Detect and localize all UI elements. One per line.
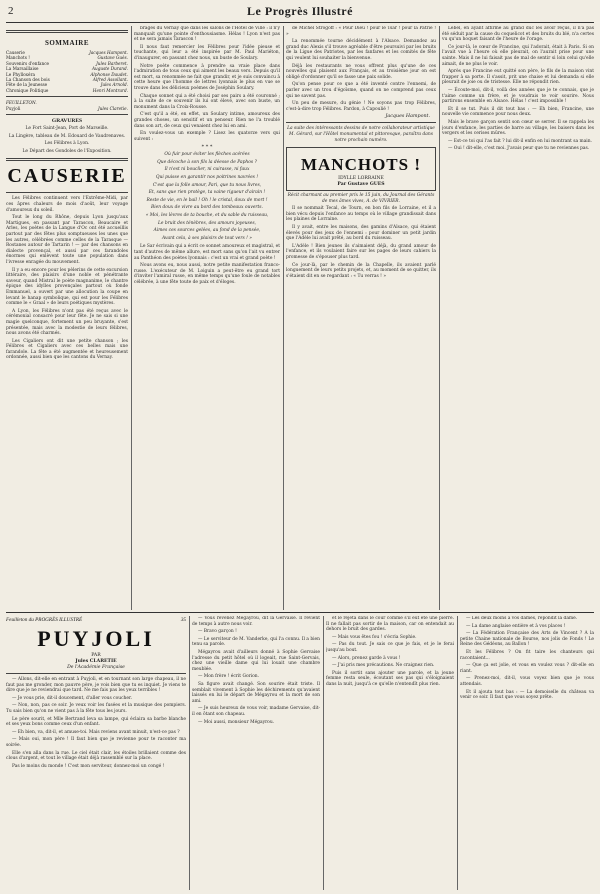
paragraph: Il y avait, entre les maisons, des gamins d'Alsace, qui étaient élevés pour des jeux de l'ennemi : pour dominer un petit jardin que l'Adèle lui avait prêté, au bord du ruisseau.: [286, 225, 436, 242]
paragraph: — Prenez-moi, dit-il, vous voyez bien que je vous attendais.: [460, 676, 594, 687]
paragraph: de Michel Strogoff : « Pour Dieu ! pour le Tsar ! pour la Patrie ! »: [286, 26, 436, 37]
paragraph: Le bruit des ténèbres, des amours joyeuses,: [157, 220, 257, 226]
feuilleton-author: Jules CLARETIE: [75, 659, 117, 664]
manchots-title: MANCHOTS !: [300, 155, 422, 175]
divider: [6, 192, 128, 193]
paragraph: Mais le brave garçon sentit son cœur se serrer. Il se rappela les jours d'enfance, les parties de barre au village, les baisers dans les vergers et les cerises mûres.: [442, 119, 594, 137]
sommaire-row: Causerie Jacques Hampont.: [6, 50, 128, 55]
paragraph: L'Adèle ! Bien jeunes ils s'aimaient déjà, du grand amour de l'enfance, et ils voulaient faire sur les pages de leurs cahiers la promesse de s'épouser plus tard.: [286, 243, 436, 261]
column-rule: [189, 616, 190, 890]
page-header: [6, 4, 594, 23]
paragraph: Et il se tut. Puis il dit tout bas : — Eh bien, Francine, une nouvelle vie commence pour nous deux.: [442, 106, 594, 118]
paragraph: Le Sar écrivain qui a écrit ce sonnet amoureux et magistral, et tant d'autres de même allure, est mort sans qu'on l'ait vu entrer au Panthéon des poètes lyonnais : c'est un vrai et grand poète !: [134, 244, 280, 261]
column-rule: [283, 26, 284, 610]
feuilleton-column-1: [6, 616, 186, 890]
feuilleton-column-3: [326, 616, 454, 890]
column-rule: [457, 616, 458, 890]
paragraph: — Mais vous êtes fou ! s'écria Sophie.: [332, 634, 417, 640]
upper-section: [6, 26, 594, 610]
paragraph: — Allons, dit-elle en entrant à Puyjoli, et en tournant son large chapeau, il ne faut pas me gronder, mon pauvre père, je vois bien que tu es inquiet. Je viens te dire que je ne reviendrai que tard. Ne me fais pas les yeux terribles !: [6, 677, 186, 694]
paragraph: Reste de vie, en le bail ! Oh ! le cristal, doux de mort !: [146, 197, 268, 203]
paragraph: — Mon frère ! écrit Gorion.: [198, 674, 259, 680]
paragraph: Qu'on pense pour ce que a été inventé contre l'ennemi, de parler avec un trou d'égoïsme, quand on ne comprend pas ceux qui ne savent pas.: [286, 82, 436, 99]
column-3-body: [286, 26, 436, 112]
journal-title: Le Progrès Illustré: [247, 4, 353, 18]
manchots-heading: [286, 147, 436, 191]
paragraph: — Moi aussi, monsieur Mégayrou.: [198, 719, 275, 725]
sommaire-row: La Marsaillaise Auguste Durand.: [6, 66, 128, 72]
paragraph: Puis il sortit sans ajouter une parole, et la jeune femme resta seule, écoutant ses pas qui s'éloignaient dans la nuit, jusqu'à ce qu'elle n'entendît plus rien.: [326, 670, 454, 687]
feuilleton-label-row: [6, 617, 186, 623]
paragraph: et le rejeta dans le cour comme s'il eût été une pierre. Il ne fallait pas sortir de la maison, car on entendait au dehors le bruit des gardes.: [326, 616, 454, 633]
paragraph: Et il ajouta tout bas : — La demoiselle du château va venir ce soir. Il faut que vous soyez prête.: [460, 689, 594, 701]
column-rule: [439, 26, 440, 610]
column-4: [442, 26, 594, 610]
notice: La suite des intéressants dessins de notre collaborateur artistique M. Gérard, sur l'Hôtel monumental et pittoresque, paraîtra dans notre prochain numéro.: [287, 126, 435, 143]
paragraph: — La dame anglaise entière et à vos places !: [466, 623, 566, 629]
paragraph: Tout le long du Rhône, depuis Lyon jusqu'aux Martigues, en passant par Tarascon, Beaucaire et Arles, les poètes de la Langue d'Oc ont été accueillis partout par des fêtes plus somptueuses les unes que les autres, célébrées comme celles de la Tarasque — Rostanes autour de Tartarin ! — par des chansons en dialecte provençal, et aussi par ces farandoles énormes qui enlèvent toute une population dans l'ivresse enragée du mouvement.: [6, 215, 128, 265]
causerie-signature: Jacques Hampont.: [385, 114, 430, 120]
sommaire-row: Chronique Politique Henri Montrard.: [6, 87, 128, 93]
paragraph: Le père sourit, et Mlle Bertrand leva sa lampe, qui éclaira sa barbe blanche et ses yeux bons comme ceux d'un enfant.: [6, 716, 186, 728]
paragraph: — Je suis heureux de vous voir, madame Gervaise, dit-il en ôtant son chapeau.: [192, 706, 320, 717]
paragraph: C'est que la folle amour, Pari, que tu nous livres,: [152, 182, 262, 188]
paragraph: Aimes ces sources gelées, au fond de la pensée,: [153, 228, 261, 234]
feuilleton-row: Puyjoli Jules Claretie.: [6, 105, 128, 111]
gravures-list: [6, 126, 128, 154]
column-2-body: [134, 26, 280, 142]
paragraph: — J'ai pris mes précautions. Ne craignez rien.: [332, 663, 435, 669]
paragraph: Et, sans que rien protège, ta vaine rigueur d'airain !: [148, 190, 266, 196]
paragraph: Lebel, en ayant affirmé au grand duc les avoir reçus, il n'a pas été séduit par la cause du coquelicot et des bruits du blé, n'a certes vu qu'un hoquet faisant de l'heure de l'orage.: [442, 26, 594, 43]
divider: [6, 30, 128, 33]
paragraph: Le Fort Saint-Jean, Port de Marseille.: [25, 126, 109, 132]
paragraph: Nous avons eu, nous aussi, notre petite manifestation franco-russe. L'exécuteur de M. Loiguin a peut-être eu grand tort d'inviter l'amiral russe, en même temps qu'une foule de notables célébrée, à une fête toute de paix et d'éloges.: [134, 263, 280, 285]
paragraph: Où fuir pour éviter les flèches acérées: [164, 152, 250, 158]
feuilleton-body-3: [326, 616, 454, 688]
paragraph: — Oui ! dit-elle, c'est moi. J'avais peur que tu ne reviennes pas.: [448, 146, 590, 152]
paragraph: — Alors, prenez garde à vous !: [332, 655, 401, 661]
paragraph: Et les Félibres ? On fit taire les chanteurs qui racontaient...: [460, 649, 594, 661]
column-2-body-b: [134, 244, 280, 285]
paragraph: Pas le moins du monde ! C'est mon serviteur, donnez-moi un congé !: [12, 763, 165, 769]
divider: [6, 114, 128, 115]
manchots-body: [286, 206, 436, 279]
paragraph: Avant cela, à ses plaisirs de tout vers ! »: [162, 235, 252, 241]
sommaire-row: Manchots ! Gustave Guès.: [6, 55, 128, 61]
divider: [6, 673, 186, 674]
divider: [6, 96, 128, 97]
paragraph: — Pas du tout. Je sais ce que je fais, et je le ferai jusqu'au bout.: [326, 642, 454, 653]
paragraph: Que décoche à son fils la déesse de Paphos ?: [157, 159, 257, 165]
paragraph: Déjà les restaurants ne vous offrent plus qu'une de ces nouvelles qui plaisent aux Français, et au troisième jour on est obligé d'ordonner qu'il se fasse une paix solide.: [286, 63, 436, 80]
gravures-title: GRAVURES: [51, 118, 83, 125]
feuilleton-body-1: [6, 677, 186, 769]
paragraph: En voulez-vous un exemple ? Lisez les quatorze vers qui suivent :: [134, 131, 280, 142]
page-number: 2: [8, 5, 14, 17]
paragraph: La renommée tourne décidément à l'Alsace. Demandez au grand duc Alexis s'il trouve agréable d'être poursuivi par les bruits de la Ligue des Patriotes, par les fanfares et les comités de fête qui veulent lui souhaiter la bienvenue.: [286, 39, 436, 61]
paragraph: Bien doux de vivre au bord des tombeaux ouverts.: [151, 205, 263, 211]
feuilleton-label: Feuilleton du PROGRÈS ILLUSTRÉ: [6, 617, 83, 623]
sonnet-stanza: [134, 213, 280, 241]
paragraph: — Non, non, pas ce soir. Je veux voir les fusées et la musique des pompiers. Tu sais bien qu'on ne vient pas à la fête tous les jours.: [6, 703, 186, 714]
column-2: brages du Vernay que dans les salons de l'Hôtel de Ville : il n'y manquait qu'une pointe d'enthousiasme. Hélas ! Lyon n'est pas et ne sera jamais Tarascon ! Il nous faut remercier les Félibres pour l'idée pieuse et touchante, qui leur a été inspirée par M. Paul Mariéton, d'inaugurer, en passant chez nous, un buste de Soulary. Notre poète commence à prendre sa vraie place dans l'admiration de tous ceux qui aiment les beaux vers. Depuis qu'il est mort, sa renommée ne fait que grandir, et je suis convaincu à cette heure que l'homme de lettres lyonnais le plus en vue se trouve dans les délicieux poèmes de Joséphin Soulary. Chaque sonnet qui a été choisi par ses pairs a été couronné ; à la suite de ce souvenir ils lui ont élevé, avec son buste, un monument dans la Croix-Rousse. C'est qu'il a été, en effet, un Soulary intime, amoureux des grandes choses, un sensitif et un penseur. Rien ne l'a troublé dans son art, de ceux qui venaient chez lui en ami. En voulez-vous un exemple ? Lisez les quatorze vers qui suivent : * * * Où fuir pour éviter les flèches acérées Que décoche à son fils la déesse de Paphos ? Il n'est ni bouclier, ni cuirasse, ni faux Qui puisse en garantir nos poitrines navrées ! C'est que la folle amour, Pari, que tu nous livres, Et, sans que rien protège, ta vaine rigueur d'airain ! Reste de vie, en le bail ! Oh ! le cristal, doux de mort ! Bien doux de vivre au bord des tombeaux ouverts. « Moi, les lèvres de ta bouche, et du sable du ruisseau, Le bruit des ténèbres, des amours joyeuses, Aimes ces sources gelées, au fond de la pensée, Avant cela, à ses plaisirs de tout vers ! » Le Sar écrivain qui a écrit ce sonnet amoureux et magistral, et tant d'autres de même allure, est mort sans qu'on l'ait vu entrer au Panthéon des poètes lyonnais : c'est un vrai et grand poète ! Nous avons eu, nous aussi, notre petite manifestation franco-russe. L'exécuteur de M. Loiguin a peut-être eu grand tort d'inviter l'amiral russe, en même temps qu'une foule de notables célébrée, à une fête toute de paix et d'éloges.: [134, 26, 280, 285]
feuilleton-title: PUYJOLI: [37, 626, 155, 651]
paragraph: Il y a eu encore pour les pèlerins de cette excursion littéraire, des plaisirs d'une noble et pénétrante saveur, quand Mistral le poète magnanime, le chantre épique des idylles provençales partout où fonde Emmanuel, a ouvert par une allocution la coupe en levant le hanap symbolique, qui est pour les Félibres comme le « Graal » de leurs poétiques mystères.: [6, 267, 128, 307]
sommaire-row: Souvenirs d'enfance Jules Barberet.: [6, 60, 128, 66]
feuilleton-body-2: [192, 616, 320, 725]
paragraph: — Bravo garçon !: [198, 629, 237, 635]
paragraph: Les Fêlibres à Lyon.: [44, 141, 90, 147]
paragraph: — Les deux moins à vos dames, répondit la dame.: [466, 616, 578, 621]
feuilleton-body-4: [460, 616, 594, 701]
feuilleton-number: 35: [180, 617, 186, 623]
column-3: [286, 26, 436, 610]
paragraph: Il se nommait Tecal, de Tourn, en bon fils de Lorraine, et il a bien vécu depuis l'enfance au temps où le village grandissait dans les plaines de Lorraine.: [286, 206, 436, 223]
paragraph: Après que Francine eut quitté son père, le fils de la maison vint frapper à sa porte. Il s'assit, prit une chaise et lui demanda si elle pleurait de joie ou de tristesse. Elle ne répondit rien.: [442, 69, 594, 86]
paragraph: Chaque sonnet qui a été choisi par ses pairs a été couronné ; à la suite de ce souvenir ils lui ont élevé, avec son buste, un monument dans la Croix-Rousse.: [134, 93, 280, 110]
paragraph: — Je vous prie, dit-il doucement, d'aller vous coucher.: [12, 695, 132, 701]
paragraph: — Mais oui, mon père ! Il faut bien que je revienne pour te raconter ma soirée.: [6, 737, 186, 748]
paragraph: Ce jour-là, par le chemin de la Chapelle, ils avaient parlé longuement de leurs petits projets, et, au moment de se quitter, ils s'étaient dit en se regardant : « Tu verras ! »: [286, 262, 436, 279]
feuilleton-column-2: [192, 616, 320, 890]
paragraph: — Que ça est jolie, et vous en voulez vous ? dit-elle en riant.: [460, 663, 594, 674]
feuilleton-section: [6, 616, 594, 890]
divider: [6, 158, 128, 161]
paragraph: — Le serviteur de M. Vanderke, qui l'a connu. Il a bien tenu sa parole.: [192, 636, 320, 648]
paragraph: La Lingère, tableau de M. Edouard de Vaudrenaves.: [8, 133, 126, 139]
manchots-author: Par Gustave GUES: [337, 182, 385, 188]
sommaire-row: Fête de la Jeunesse Jules Arnold.: [6, 82, 128, 88]
feuilleton-label: FEUILLETON.: [6, 100, 37, 106]
feuilleton-par: PAR: [91, 653, 101, 658]
paragraph: Mégayrou avait d'ailleurs donné à Sophie Gervaise l'adresse du petit hôtel où il logeait, rue Saint-Gervais, chez une vieille dame qui lui louait une chambre meublée.: [192, 649, 320, 672]
paragraph: Qui puisse en garantir nos poitrines navrées !: [155, 175, 259, 181]
feuilleton-affiliation: De l'Académie Française: [67, 665, 125, 670]
divider: [286, 122, 436, 123]
column-sommaire-causerie: [6, 26, 128, 610]
manchots-subtitle: IDYLLE LORRAINE: [338, 176, 384, 182]
causerie-title: CAUSERIE: [7, 165, 127, 188]
feuilleton-column-4: [460, 616, 594, 890]
paragraph: — Écoute-moi, dit-il, voilà des années que je te connais, que je t'aime comme un frère, et je voudrais te voir sourire. Nous partirons ensemble en Alsace. Hélas ! c'est impossible !: [442, 87, 594, 105]
column-rule: [323, 616, 324, 890]
paragraph: — Vous revenez Mégayrou, dit la Gervaise. Il revient de temps à autre nous voir.: [192, 616, 320, 627]
paragraph: — Eh bien, va, dit-il, et amuse-toi. Mais reviens avant minuit, n'est-ce pas ?: [12, 729, 180, 735]
paragraph: Notre poète commence à prendre sa vraie place dans l'admiration de tous ceux qui aiment les beaux vers. Depuis qu'il est mort, sa renommée ne fait que grandir, et je suis convaincu à cette heure que l'homme de lettres lyonnais le plus en vue se trouve dans les délicieux poèmes de Joséphin Soulary.: [134, 63, 280, 91]
paragraph: « Moi, les lèvres de ta bouche, et du sable du ruisseau,: [145, 213, 269, 219]
paragraph: Les Félibres continuent vers l'Extrême-Midi, par ces âpres chaleurs de mois d'août, leur voyage d'amoureux du soleil.: [6, 196, 128, 213]
paragraph: — Est-ce toi qui l'as fait ? lui dit-il enfin en lui montrant sa main.: [448, 138, 592, 144]
causerie-body: [6, 196, 128, 361]
paragraph: Sa figure avait changé. Son sourire était triste. Il semblait vivement à Sophie les déchirements qu'avaient laissés en lui le départ de Mégayrou et la mort de son ami.: [192, 681, 320, 704]
column-4-body: [442, 26, 594, 152]
paragraph: Elle s'en alla dans la rue. Le ciel était clair, les étoiles brillaient comme des clous d'argent, et tout le village était déjà rassemblé sur la place.: [6, 750, 186, 762]
paragraph: Ce jour-là, le cœur de Francine, qui l'adorait, était à Paris. Si on l'avait vue à l'heure où elle pleurait, on l'aurait prise pour une sainte. Mais il ne lui faisait pas de mal de sentir si loin celui qu'elle aimait, de ne plus le voir.: [442, 44, 594, 67]
paragraph: Il n'est ni bouclier, ni cuirasse, ni faux: [164, 167, 250, 173]
paragraph: C'est qu'il a été, en effet, un Soulary intime, amoureux des grandes choses, un sensitif et un penseur. Rien ne l'a troublé dans son art, de ceux qui venaient chez lui en ami.: [134, 112, 280, 129]
sonnet-stanza: [134, 152, 280, 180]
paragraph: Il nous faut remercier les Félibres pour l'idée pieuse et touchante, qui leur a été inspirée par M. Paul Mariéton, d'inaugurer, en passant chez nous, un buste de Soulary.: [134, 44, 280, 61]
dedication: Récit charmant au premier prix le 15 juin, du Journal des Gérants de mes âmes vives, A. de VIVRIER.: [287, 193, 435, 204]
paragraph: — La Fédération Française des Arts de Vincent ? A la petite Chaine nationale de Bourse, nos jolis de Fonds ! Le Reine des Gédéons, au Ballon !: [460, 631, 594, 648]
paragraph: Un peu de mesure, du génie ! Ne soyons pas trop Félibres, c'est-à-dire trop Félibres. Pardon, à Capoulié !: [286, 101, 436, 112]
paragraph: Les Cigaliers ont dit une petite chanson ; les Félibres et Cigaliers avec ces belles mais une farandole. La fête a été augmentée et heureusement ordonnée, aussi bien que les cantons du Vernay.: [6, 338, 128, 361]
sonnet-stanza: [134, 183, 280, 211]
sommaire-list: [6, 50, 128, 93]
paragraph: Le Départ des Gondoles de l'Exposition.: [22, 148, 112, 154]
paragraph: A Lyon, les Félibres n'ont pas été reçus avec le cérémonial consacré pour leur fête. Je ne sais si une magie quelconque, fortement un peu bruyante, s'est présentée, mais avec la modestie de leurs félibres, nous avons été charmés.: [6, 308, 128, 337]
sommaire-title: SOMMAIRE: [44, 39, 90, 47]
paragraph: brages du Vernay que dans les salons de l'Hôtel de Ville : il n'y manquait qu'une pointe d'enthousiasme. Hélas ! Lyon n'est pas et ne sera jamais Tarascon !: [134, 26, 280, 43]
sommaire-row: Le Phylloxéra Alphonse Daudet.: [6, 71, 128, 77]
column-rule: [131, 26, 132, 610]
sommaire-row: La Chanson des bois Alfred Assollant.: [6, 77, 128, 83]
section-separator: [6, 612, 594, 613]
